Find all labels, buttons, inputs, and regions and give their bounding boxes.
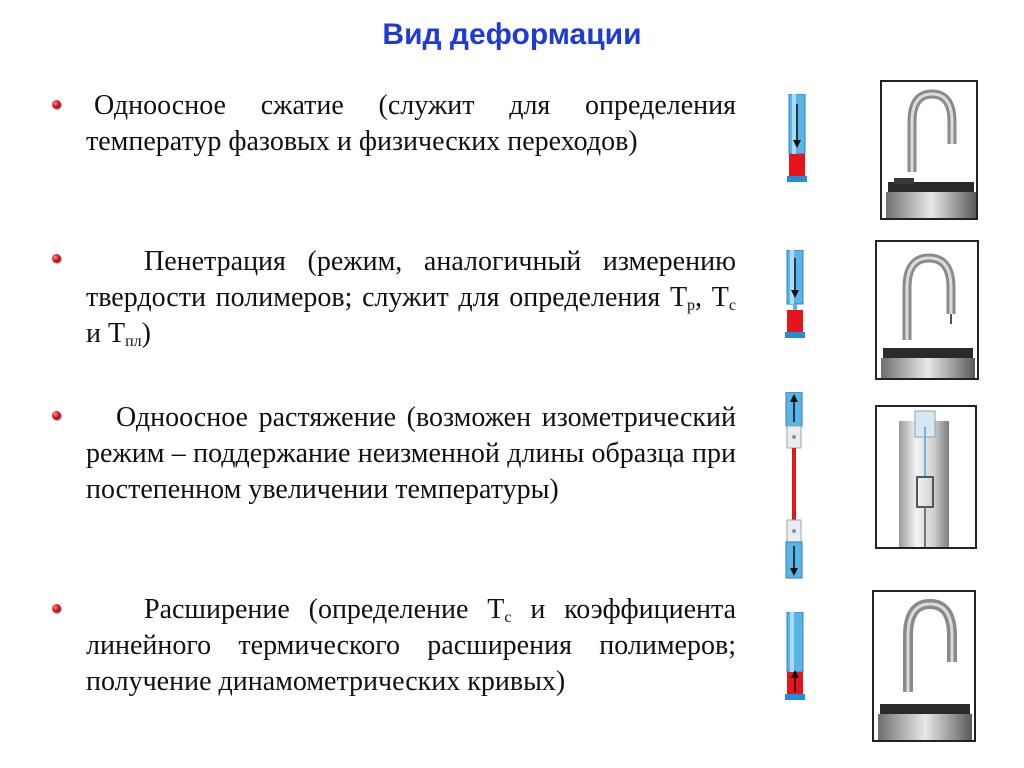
bullet-icon [52,100,61,109]
subscript: с [504,609,512,626]
slide-title: Вид деформации [382,18,642,51]
probe-photo-penetration [875,240,979,380]
bullet-icon [52,254,61,263]
bullet-text [86,244,736,352]
text-part: Пенетрация (режим, аналогичный измерению твердости полимеров; служит для определения Т [86,246,736,313]
subscript: с [728,297,736,314]
bullet-item-penetration [86,244,736,352]
text-part: и Т [86,318,126,349]
bullet-item-expansion [86,592,736,700]
probe-photo-compression [880,80,978,220]
bullet-item-compression [86,88,736,160]
probe-photo-tension [875,405,977,549]
compression-probe-icon [782,94,812,184]
bullet-item-tension [86,400,736,508]
bullet-icon [52,604,61,613]
probe-photo-expansion [872,590,976,742]
text-part: Расширение (определение Т [144,594,505,625]
bullet-icon [52,411,61,420]
bullet-text: Одноосное сжатие (служит для определения температур фазовых и физических переходов) [86,90,736,157]
text-part: и коэффициента линейного термического расширения полимеров; получение динамометрических кривых) [86,594,736,697]
text-part: , Т [695,282,729,313]
text-part: ) [141,318,151,349]
subscript: р [687,297,696,314]
subscript: пл [125,333,142,350]
tension-probe-icon [780,392,808,580]
bullet-text [86,592,736,700]
bullet-text: Одноосное растяжение (возможен изометрический режим – поддержание неизменной длины образца при постепенном увеличении температуры) [86,402,736,505]
penetration-probe-icon [780,250,810,342]
expansion-probe-icon [780,612,810,704]
